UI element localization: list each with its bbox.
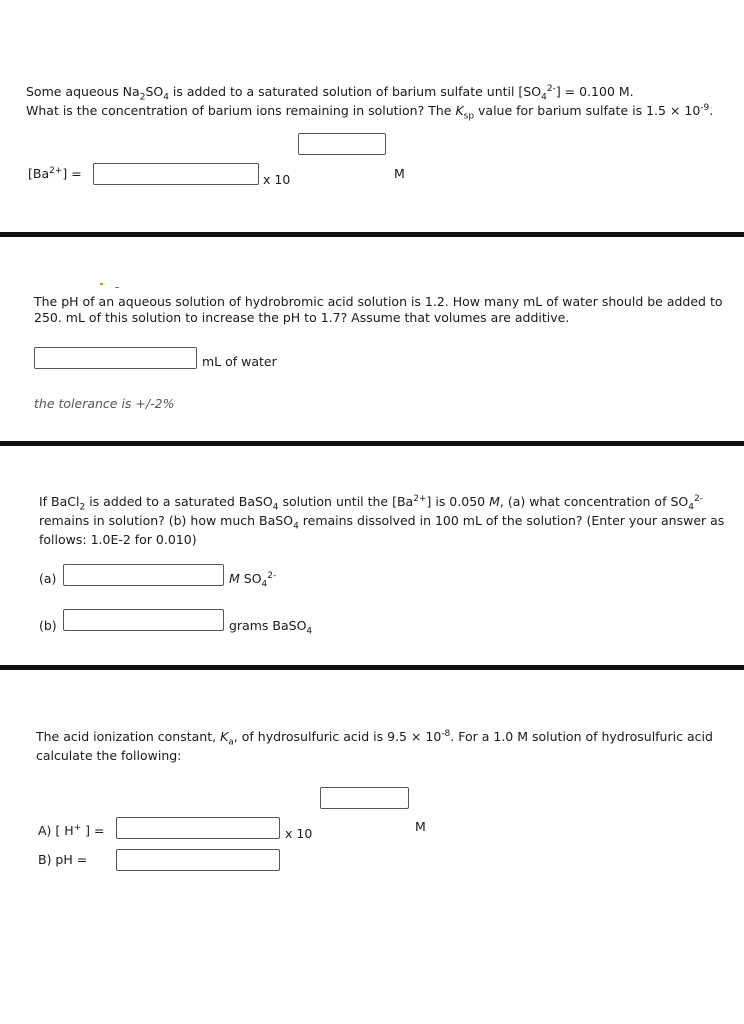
decorative-mark-2 [115,287,119,288]
q4-ph-input[interactable] [116,849,280,871]
q3-part-b-input[interactable] [63,609,224,631]
q2-water-input[interactable] [34,347,197,369]
q2-question-text [34,294,724,326]
q4-question-text [36,727,736,765]
q1-ba-input[interactable] [93,163,259,185]
q2-line-1: The pH of an aqueous solution of hydrobromic acid solution is 1.2. How many mL of water should be added to [34,294,723,309]
section-divider-1 [0,232,744,237]
q4-unit: M [415,819,426,834]
q2-line-2: 250. mL of this solution to increase the pH to 1.7? Assume that volumes are additive. [34,310,570,325]
q1-exponent-input[interactable] [298,133,386,155]
q1-ba-label: $[Ba^{2+}]$ = [28,165,82,181]
q3-question-text [39,492,729,549]
q1-line-2: What is the concentration of barium ions remaining in solution? The $K_{sp}$ value for barium sulfate is $1.5 \times 10^{-9}$. [26,102,714,122]
q3-line-2: remains in solution? (b) how much BaSO$_4$ remains dissolved in 100 mL of the solution? (Enter your answer as [39,513,725,532]
q3-part-b-label: (b) [39,618,57,633]
q3-line-3: follows: 1.0E-2 for 0.010) [39,532,197,547]
q1-times-ten: x 10 [263,172,291,187]
q4-h-label: A) [ H+ ] = [38,822,105,838]
q4-times-ten: x 10 [285,826,313,841]
q3-part-a-unit: M $SO_4^{2-}$ [229,570,277,590]
q4-line-1: The acid ionization constant, $K_a$, of hydrosulfuric acid is $9.5 \times 10^{-8}$. For a 1.0 M solution of hydrosulfuric acid [36,728,713,748]
q2-tolerance: the tolerance is +/-2% [34,396,175,411]
decorative-mark [100,283,103,285]
section-divider-3 [0,665,744,670]
q3-part-a-input[interactable] [63,564,224,586]
q3-part-b-unit: grams BaSO$_4$ [229,618,313,637]
q4-exponent-input[interactable] [320,787,409,809]
section-divider-2 [0,441,744,446]
q4-ph-label: B) pH = [38,852,88,867]
q3-part-a-label: (a) [39,571,57,586]
q4-line-2: calculate the following: [36,748,182,763]
q2-unit: mL of water [202,354,277,369]
q1-line-1: Some aqueous $Na_2SO_4$ is added to a saturated solution of barium sulfate until $[SO_4^{2-}] = 0.100$ M. [26,83,634,103]
q1-unit: M [394,166,405,181]
q3-line-1: If BaCl$_2$ is added to a saturated BaSO$_4$ solution until the $[Ba^{2+}]$ is 0.050 M, (a) what concentration of $SO_4^{2-}$ [39,493,703,513]
q4-h-input[interactable] [116,817,280,839]
q1-question-text [26,82,726,120]
